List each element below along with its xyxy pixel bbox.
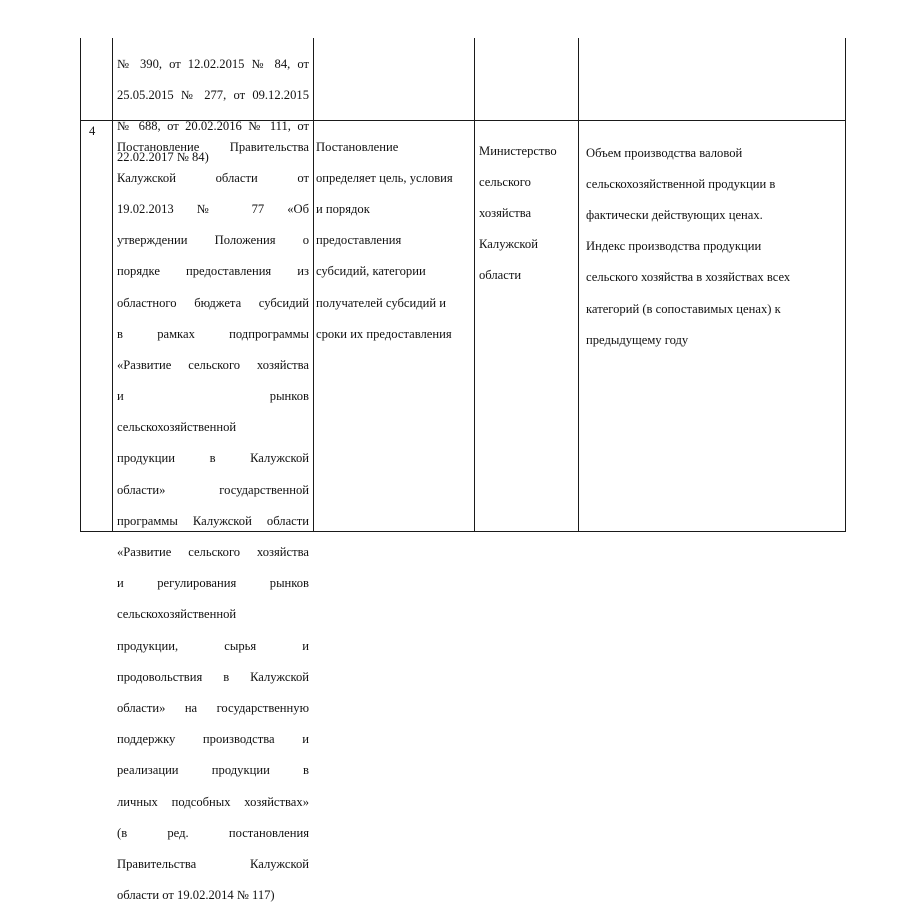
text-line: продовольствия в Калужской <box>117 669 309 684</box>
text-line: сроки их предоставления <box>316 326 452 341</box>
text-line: программы Калужской области <box>117 513 309 528</box>
text-line: личных подсобных хозяйствах» <box>117 794 309 809</box>
text-line: поддержку производства и <box>117 732 309 747</box>
text-line: 19.02.2013 № 77 «Об <box>117 201 309 216</box>
text-line: и рынков <box>117 389 309 404</box>
text-line: реализации продукции в <box>117 763 309 778</box>
text-line: категорий (в сопоставимых ценах) к <box>586 301 781 316</box>
text-line: и регулирования рынков <box>117 576 309 591</box>
text-line: Объем производства валовой <box>586 145 743 160</box>
text-line: Калужской <box>479 237 538 252</box>
text-line: области» на государственную <box>117 700 309 715</box>
text-line: сельского <box>479 174 531 189</box>
text-line: 22.02.2017 № 84) <box>117 150 209 165</box>
description-cell <box>316 124 472 358</box>
column-divider-2 <box>313 38 314 532</box>
text-line: № 390, от 12.02.2015 № 84, от <box>117 56 309 71</box>
text-line: получателей субсидий и <box>316 295 446 310</box>
text-line: № 688, от 20.02.2016 № 111, от <box>117 118 309 133</box>
text-line: определяет цель, условия <box>316 170 453 185</box>
text-line: Министерство <box>479 143 557 158</box>
text-line: области» государственной <box>117 482 309 497</box>
column-divider-4 <box>578 38 579 532</box>
text-line: в рамках подпрограммы <box>117 326 309 341</box>
text-line: хозяйства <box>479 205 532 220</box>
text-line: «Развитие сельского хозяйства <box>117 545 309 560</box>
indicators-cell <box>586 130 842 364</box>
legal-act-cell <box>117 124 309 919</box>
text-line: Индекс производства продукции <box>586 239 762 254</box>
column-divider-3 <box>474 38 475 532</box>
text-line: субсидий, категории <box>316 264 426 279</box>
column-divider-1 <box>112 38 113 532</box>
text-line: Калужской области от <box>117 170 309 185</box>
text-line: Правительства Калужской <box>117 856 309 871</box>
text-line: продукции в Калужской <box>117 451 309 466</box>
text-line: (в ред. постановления <box>117 825 309 840</box>
text-line: утверждении Положения о <box>117 233 309 248</box>
text-line: «Развитие сельского хозяйства <box>117 357 309 372</box>
text-line: предыдущему году <box>586 332 689 347</box>
responsible-body-cell <box>479 128 575 300</box>
row-number: 4 <box>89 124 96 138</box>
text-line: сельскохозяйственной <box>117 420 237 435</box>
text-line: и порядок <box>316 201 370 216</box>
text-line: областного бюджета субсидий <box>117 295 309 310</box>
text-line: порядке предоставления из <box>117 264 309 279</box>
text-line: области <box>479 268 522 283</box>
text-line: продукции, сырья и <box>117 638 309 653</box>
text-line: области от 19.02.2014 № 117) <box>117 888 275 903</box>
text-line: сельскохозяйственной продукции в <box>586 176 776 191</box>
text-line: Постановление <box>316 139 399 154</box>
text-line: Постановление Правительства <box>117 139 309 154</box>
text-line: сельского хозяйства в хозяйствах всех <box>586 270 791 285</box>
table-left-border <box>80 38 81 532</box>
table-right-border <box>845 38 846 532</box>
text-line: фактически действующих ценах. <box>586 207 763 222</box>
text-line: предоставления <box>316 233 402 248</box>
text-line: 25.05.2015 № 277, от 09.12.2015 <box>117 87 309 102</box>
text-line: сельскохозяйственной <box>117 607 237 622</box>
